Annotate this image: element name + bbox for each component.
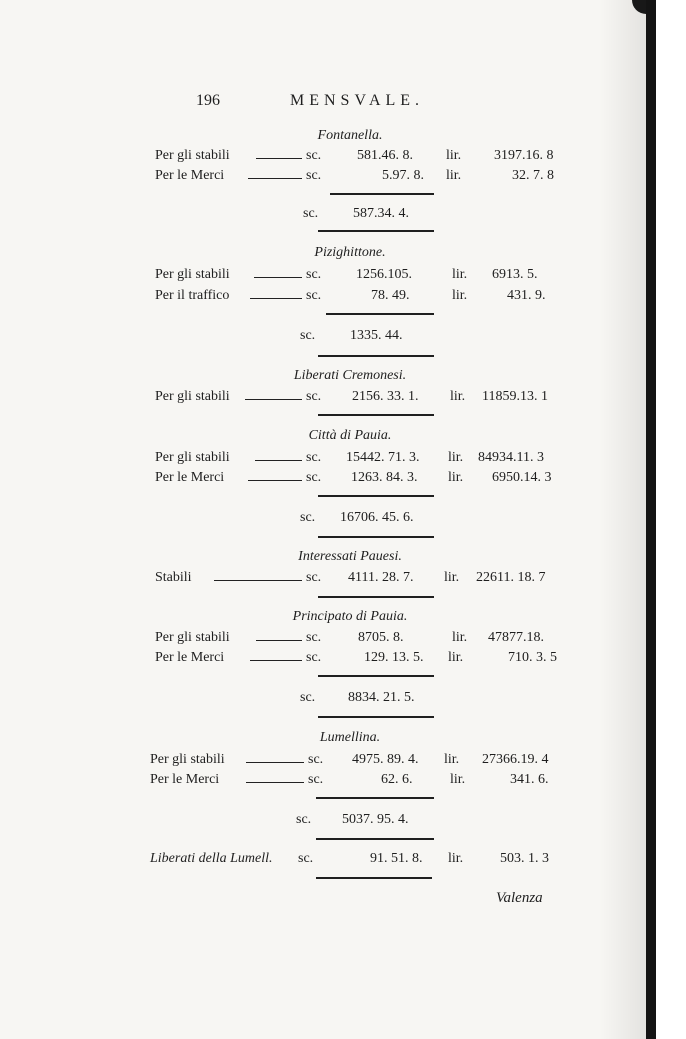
section-rule bbox=[316, 877, 432, 879]
sum-rule bbox=[316, 797, 434, 799]
line-label: Stabili bbox=[155, 570, 192, 585]
total-amount: 1335. 44. bbox=[350, 328, 403, 343]
scudi-abbrev: sc. bbox=[308, 772, 324, 787]
section-total bbox=[0, 510, 640, 530]
book-spine bbox=[646, 0, 656, 1039]
lire-amount: 6913. 5. bbox=[492, 267, 538, 282]
ledger-line-liberati-lumellina bbox=[0, 851, 640, 871]
scudi-abbrev: sc. bbox=[306, 389, 322, 404]
section-total bbox=[0, 206, 640, 226]
scudi-amount: 15442. 71. 3. bbox=[346, 450, 420, 465]
lire-amount: 22611. 18. 7 bbox=[476, 570, 546, 585]
section-rule bbox=[318, 596, 434, 598]
section-title-fontanella: Fontanella. bbox=[317, 128, 383, 143]
ledger-line bbox=[0, 570, 640, 590]
scudi-amount: 2156. 33. 1. bbox=[352, 389, 419, 404]
scudi-abbrev: sc. bbox=[306, 148, 322, 163]
scudi-abbrev: sc. bbox=[306, 288, 322, 303]
total-scudi-abbrev: sc. bbox=[300, 690, 316, 705]
lire-abbrev: lir. bbox=[448, 851, 464, 866]
running-head: MENSVALE. bbox=[290, 92, 425, 109]
leader-dash bbox=[256, 158, 302, 159]
total-amount: 5037. 95. 4. bbox=[342, 812, 409, 827]
scudi-abbrev: sc. bbox=[298, 851, 314, 866]
page-number: 196 bbox=[196, 92, 220, 109]
section-title-citta-di-pauia: Città di Pauia. bbox=[308, 428, 392, 443]
ledger-line bbox=[0, 450, 640, 470]
line-label: Per le Merci bbox=[155, 650, 225, 665]
section-rule bbox=[318, 414, 434, 416]
leader-dash bbox=[254, 277, 302, 278]
total-scudi-abbrev: sc. bbox=[303, 206, 319, 221]
ledger-line bbox=[0, 772, 640, 792]
total-amount: 587.34. 4. bbox=[353, 206, 409, 221]
lire-amount: 503. 1. 3 bbox=[500, 851, 549, 866]
scudi-amount: 8705. 8. bbox=[358, 630, 404, 645]
ledger-line bbox=[0, 630, 640, 650]
scudi-amount: 78. 49. bbox=[371, 288, 410, 303]
section-title-principato-di-pauia: Principato di Pauia. bbox=[292, 609, 408, 624]
leader-dash bbox=[255, 460, 302, 461]
section-title-liberati-cremonesi: Liberati Cremonesi. bbox=[293, 368, 407, 383]
scudi-abbrev: sc. bbox=[306, 570, 322, 585]
leader-dash bbox=[246, 762, 304, 763]
line-label: Per il traffico bbox=[155, 288, 230, 303]
scudi-abbrev: sc. bbox=[306, 470, 322, 485]
scudi-abbrev: sc. bbox=[306, 267, 322, 282]
sum-rule bbox=[318, 675, 434, 677]
ledger-line bbox=[0, 389, 640, 409]
line-label: Per gli stabili bbox=[155, 267, 230, 282]
scudi-abbrev: sc. bbox=[306, 168, 322, 183]
total-amount: 8834. 21. 5. bbox=[348, 690, 415, 705]
leader-dash bbox=[250, 660, 302, 661]
sum-rule bbox=[318, 495, 434, 497]
ledger-line bbox=[0, 752, 640, 772]
lire-abbrev: lir. bbox=[444, 752, 460, 767]
total-scudi-abbrev: sc. bbox=[300, 510, 316, 525]
lire-abbrev: lir. bbox=[446, 168, 462, 183]
ledger-line bbox=[0, 168, 640, 188]
sum-rule bbox=[326, 313, 434, 315]
line-label: Liberati della Lumell. bbox=[150, 851, 273, 866]
section-total bbox=[0, 328, 640, 348]
scudi-amount: 5.97. 8. bbox=[382, 168, 424, 183]
lire-abbrev: lir. bbox=[448, 450, 464, 465]
lire-amount: 341. 6. bbox=[510, 772, 549, 787]
scudi-amount: 4975. 89. 4. bbox=[352, 752, 419, 767]
lire-amount: 6950.14. 3 bbox=[492, 470, 552, 485]
page-header bbox=[196, 92, 496, 116]
lire-amount: 431. 9. bbox=[507, 288, 546, 303]
section-total bbox=[0, 812, 640, 832]
scudi-amount: 581.46. 8. bbox=[357, 148, 413, 163]
section-rule bbox=[318, 355, 434, 357]
scudi-amount: 62. 6. bbox=[381, 772, 413, 787]
section-rule bbox=[318, 716, 434, 718]
scudi-abbrev: sc. bbox=[308, 752, 324, 767]
scudi-abbrev: sc. bbox=[306, 450, 322, 465]
lire-abbrev: lir. bbox=[448, 470, 464, 485]
section-rule bbox=[318, 536, 434, 538]
lire-amount: 32. 7. 8 bbox=[512, 168, 554, 183]
lire-abbrev: lir. bbox=[450, 772, 466, 787]
scudi-amount: 91. 51. 8. bbox=[370, 851, 423, 866]
leader-dash bbox=[248, 178, 302, 179]
leader-dash bbox=[256, 640, 302, 641]
scudi-amount: 1256.105. bbox=[356, 267, 412, 282]
line-label: Per gli stabili bbox=[155, 450, 230, 465]
scan-margin bbox=[656, 0, 686, 1039]
section-title-interessati-pauesi: Interessati Pauesi. bbox=[298, 549, 402, 564]
total-scudi-abbrev: sc. bbox=[296, 812, 312, 827]
section-rule bbox=[318, 230, 434, 232]
lire-amount: 710. 3. 5 bbox=[508, 650, 557, 665]
lire-abbrev: lir. bbox=[450, 389, 466, 404]
lire-amount: 11859.13. 1 bbox=[482, 389, 548, 404]
lire-amount: 47877.18. bbox=[488, 630, 544, 645]
total-amount: 16706. 45. 6. bbox=[340, 510, 414, 525]
leader-dash bbox=[245, 399, 302, 400]
line-label: Per gli stabili bbox=[155, 389, 230, 404]
ledger-line bbox=[0, 650, 640, 670]
lire-amount: 84934.11. 3 bbox=[478, 450, 544, 465]
line-label: Per le Merci bbox=[155, 168, 225, 183]
line-label: Per le Merci bbox=[150, 772, 220, 787]
leader-dash bbox=[214, 580, 302, 581]
section-total bbox=[0, 690, 640, 710]
lire-amount: 27366.19. 4 bbox=[482, 752, 549, 767]
ledger-line bbox=[0, 288, 640, 308]
lire-abbrev: lir. bbox=[452, 288, 468, 303]
lire-amount: 3197.16. 8 bbox=[494, 148, 554, 163]
ledger-line bbox=[0, 148, 640, 168]
lire-abbrev: lir. bbox=[444, 570, 460, 585]
scudi-abbrev: sc. bbox=[306, 630, 322, 645]
sum-rule bbox=[330, 193, 434, 195]
scudi-abbrev: sc. bbox=[306, 650, 322, 665]
lire-abbrev: lir. bbox=[452, 267, 468, 282]
lire-abbrev: lir. bbox=[446, 148, 462, 163]
leader-dash bbox=[248, 480, 302, 481]
line-label: Per le Merci bbox=[155, 470, 225, 485]
ledger-line bbox=[0, 267, 640, 287]
leader-dash bbox=[250, 298, 302, 299]
scudi-amount: 1263. 84. 3. bbox=[351, 470, 418, 485]
line-label: Per gli stabili bbox=[150, 752, 225, 767]
line-label: Per gli stabili bbox=[155, 630, 230, 645]
ledger-line bbox=[0, 470, 640, 490]
total-scudi-abbrev: sc. bbox=[300, 328, 316, 343]
leader-dash bbox=[246, 782, 304, 783]
section-title-pizighittone: Pizighittone. bbox=[314, 245, 386, 260]
scudi-amount: 129. 13. 5. bbox=[364, 650, 424, 665]
line-label: Per gli stabili bbox=[155, 148, 230, 163]
scudi-amount: 4111. 28. 7. bbox=[348, 570, 414, 585]
lire-abbrev: lir. bbox=[452, 630, 468, 645]
section-title-lumellina: Lumellina. bbox=[319, 730, 381, 745]
section-rule bbox=[316, 838, 434, 840]
lire-abbrev: lir. bbox=[448, 650, 464, 665]
catchword: Valenza bbox=[496, 890, 543, 906]
